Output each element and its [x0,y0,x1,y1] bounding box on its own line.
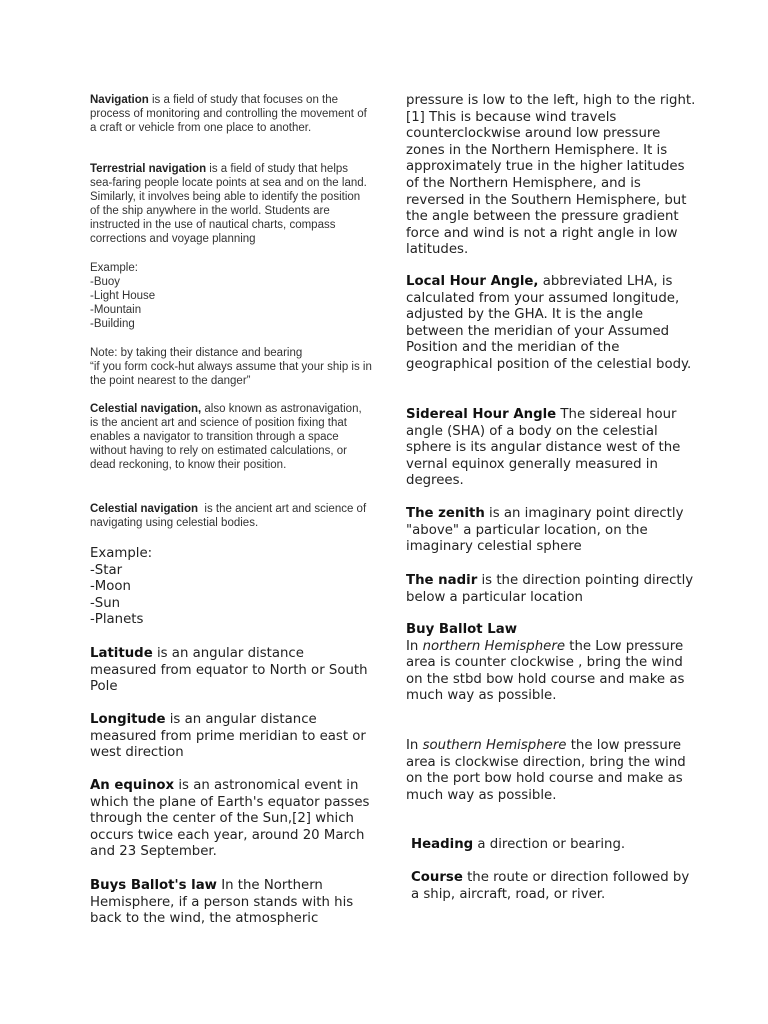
term-longitude: Longitude [90,712,166,727]
term-latitude: Latitude [90,646,153,661]
buys-ballot-continuation [406,93,696,259]
list-item: -Moon [90,579,131,595]
term-local-hour-angle: Local Hour Angle, [406,274,539,289]
zenith-definition: is an imaginary point directly "above" a particular location, on the imaginary celestial sphere [406,506,684,555]
list-item: -Building [90,318,135,330]
sha-definition: The sidereal hour angle (SHA) of a body on the celestial sphere is its angular distance west of the vernal equinox generally measured in degrees. [406,407,681,489]
list-item: -Light House [90,290,156,302]
term-zenith: The zenith [406,506,485,521]
longitude-definition: is an angular distance measured from prime meridian to east or west direction [90,712,366,761]
term-heading: Heading [411,837,474,852]
buys-ballot-paragraph [90,878,372,928]
north-in: In [406,638,423,654]
terrestrial-navigation-definition: is a field of study that helps sea-faring people locate points at sea and on the land. Similarly, it involves being able to identify the position of the ship anywhere in the world. Students are instructed in the use of nautical charts, compass corrections and voyage planning [90,163,367,245]
list-item: -Mountain [90,304,142,316]
term-equinox: An equinox [90,778,175,793]
example-list-large [90,546,372,629]
navigation-paragraph [90,93,372,135]
sha-paragraph [406,407,696,490]
terrestrial-navigation-paragraph [90,162,372,246]
course-paragraph [406,870,696,903]
latitude-definition: is an angular distance measured from equator to North or South Pole [90,646,368,695]
term-celestial-navigation: Celestial navigation, [90,403,202,415]
equinox-definition: is an astronomical event in which the plane of Earth's equator passes through the center of the Sun,[2] which occurs twice each year, around 20 March and 23 September. [90,778,370,860]
buys-ballot-definition: In the Northern Hemisphere, if a person stands with his back to the wind, the atmospheric [90,878,354,927]
celestial-navigation-paragraph [90,402,372,472]
list-item: -Planets [90,612,144,628]
example-list-small [90,261,372,331]
note-line: Note: by taking their distance and bearing [90,347,303,359]
southern-hemisphere-rule: the low pressure area is clockwise direction, bring the wind on the port bow hold course and make as much way as possible. [406,738,686,803]
equinox-paragraph [90,778,372,861]
term-celestial-navigation-short: Celestial navigation [90,503,199,515]
course-definition: the route or direction followed by a ship, aircraft, road, or river. [411,870,690,902]
example-heading-large: Example: [90,546,153,561]
heading-paragraph [406,837,696,854]
term-nadir: The nadir [406,573,478,588]
northern-hemisphere-term: northern Hemisphere [422,638,566,654]
lha-definition: abbreviated LHA, is calculated from your assumed longitude, adjusted by the GHA. It is the angle between the meridian of your Assumed Position and the meridian of the geographical position of the celestial body. [406,274,692,372]
list-item: -Buoy [90,276,121,288]
lha-paragraph [406,274,696,374]
note-paragraph [90,346,372,388]
latitude-paragraph [90,646,372,696]
southern-hemisphere-paragraph [406,738,696,804]
note-quote: “if you form cock-hut always assume that your ship is in the point nearest to the danger” [90,361,372,387]
buy-ballot-law-heading: Buy Ballot Law [406,622,517,637]
celestial-navigation-short-definition: is the ancient art and science of navigating using celestial bodies. [90,503,370,529]
celestial-navigation-short-paragraph [90,502,372,530]
term-sidereal-hour-angle: Sidereal Hour Angle [406,407,557,422]
buy-ballot-law-section [406,622,696,705]
list-item: -Sun [90,595,121,611]
southern-hemisphere-term: southern Hemisphere [422,738,567,753]
term-buys-ballot: Buys Ballot's law [90,878,217,893]
example-heading-small: Example: [90,262,138,274]
zenith-paragraph [406,506,696,556]
northern-hemisphere-rule: the Low pressure area is counter clockwise , bring the wind on the stbd bow hold course and make as much way as possible. [406,638,685,704]
longitude-paragraph [90,712,372,762]
nadir-paragraph [406,573,696,606]
term-terrestrial-navigation: Terrestrial navigation [90,163,207,175]
south-in: In [406,738,423,753]
buys-ballot-continuation-text: pressure is low to the left, high to the right.[1] This is because wind travels counterclockwise around low pressure zones in the Northern Hemisphere. It is approximately true in the higher latitudes of the Northern Hemisphere, and is reversed in the Southern Hemisphere, but the angle between the pressure gradient force and wind is not a right angle in low latitudes. [406,93,696,258]
term-navigation: Navigation [90,94,149,106]
heading-definition: a direction or bearing. [473,837,626,852]
celestial-navigation-definition: also known as astronavigation, is the ancient art and science of position fixing that enables a navigator to transition through a space without having to rely on estimated calculations, or dead reckoning, to know their position. [90,403,362,471]
term-course: Course [411,870,463,885]
nadir-definition: is the direction pointing directly below a particular location [406,573,694,605]
navigation-definition: is a field of study that focuses on the process of monitoring and controlling the movement of a craft or vehicle from one place to another. [90,94,367,134]
list-item: -Star [90,562,123,578]
